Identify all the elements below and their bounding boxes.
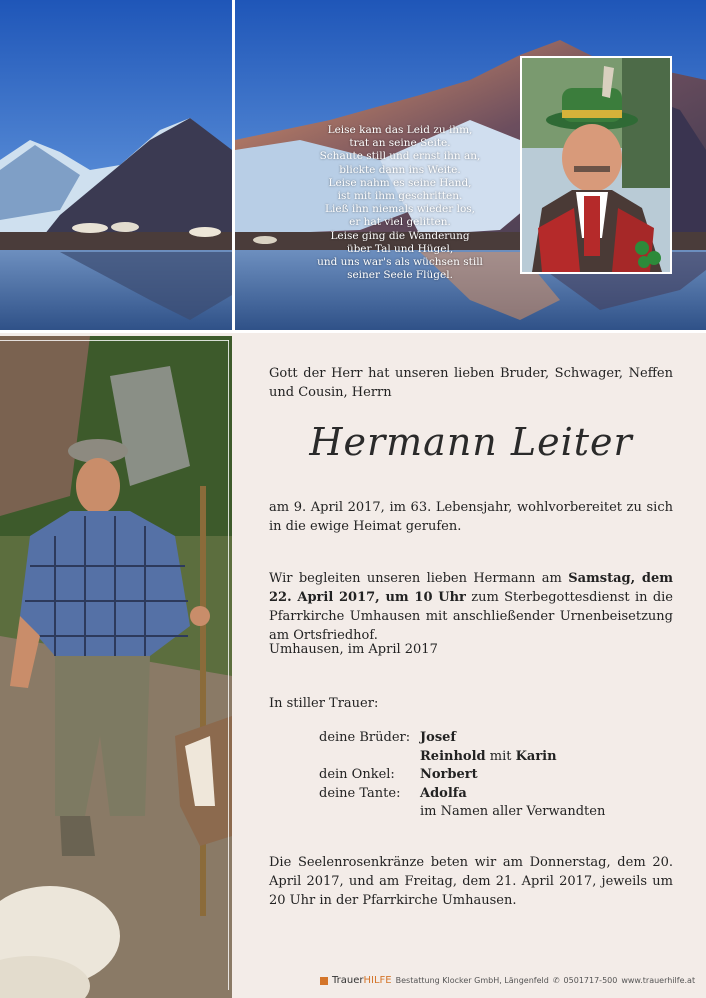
service-date: Samstag, dem 22. April 2017, um 10 Uhr [269,571,673,605]
relation-label: deine Tante: [319,785,401,801]
poem-line: blickte dann ins Weite. [339,163,461,176]
relatives-row [319,729,659,748]
shepherd-photo [0,336,232,998]
relative-partner: Karin [515,748,557,764]
poem-line: Leise kam das Leid zu ihm, [327,124,473,136]
banner-bottom-line [0,330,706,333]
poem-line: und uns war's als wüchsen still [317,256,483,269]
relative-name: Adolfa [420,785,467,801]
relatives-row [319,748,659,767]
phone-icon: ✆ [552,976,560,985]
relative-name: Norbert [420,767,478,782]
relatives-row [319,766,659,785]
banner-divider [232,0,235,333]
poem-line: ist mit ihm geschritten. [337,190,463,203]
logo-hilfe: HILFE [363,975,392,986]
footer-website[interactable]: www.trauerhilfe.at [621,976,696,985]
relatives-list [319,729,659,822]
relation-label-empty [319,748,420,767]
service-text [269,569,673,645]
trauerhilfe-logo-icon [320,977,328,985]
poem-line: seiner Seele Flügel. [347,269,453,282]
relatives-others: im Namen aller Verwandten [420,804,606,819]
poem-line: Ließ ihn niemals wieder los, [324,203,475,216]
rosary-text: Die Seelenrosenkränze beten wir am Donnerstag, dem 20. April 2017, und am Freitag, dem 21. April 2017, jeweils um 20 Uhr in der Pfarrkirche Umhausen. [269,855,673,908]
poem-line: Leise nahm es seine Hand, [328,176,472,189]
footer [320,975,695,986]
relative-name: Josef [420,730,457,745]
poem-line: über Tal und Hügel, [346,242,454,255]
logo-trauer: Trauer [332,975,364,986]
relative-mit: mit [485,748,516,764]
photo-frame-line [228,340,229,990]
service-text-a: Wir begleiten unseren lieben Hermann am [269,571,569,586]
trauerhilfe-logo [332,975,392,986]
portrait-photo [520,56,672,274]
relation-label-empty [319,803,420,822]
relative-name-first: Reinhold [420,748,486,764]
mourning-heading: In stiller Trauer: [269,696,379,711]
passing-text: am 9. April 2017, im 63. Lebensjahr, wohlvorbereitet zu sich in die ewige Heimat gerufen. [269,500,673,534]
photo-frame-line [0,340,229,341]
relation-label: dein Onkel: [319,767,395,782]
deceased-name: Hermann Leiter [309,420,633,464]
relatives-row [319,803,659,822]
relation-label: deine Brüder: [319,730,411,745]
relatives-row [319,785,659,804]
footer-phone: 0501717-500 [563,976,618,985]
footer-company: Bestattung Klocker GmbH, Längenfeld [395,976,549,985]
relative-name [420,748,557,767]
poem [300,124,500,282]
place-date: Umhausen, im April 2017 [269,642,438,657]
poem-line: Schaute still und ernst ihn an, [319,150,481,163]
poem-line: trat an seine Seite. [349,137,451,150]
intro-text: Gott der Herr hat unseren lieben Bruder, Schwager, Neffen und Cousin, Herrn [269,366,673,400]
poem-line: er hat viel gelitten. [349,216,451,229]
service-text-c: zum Sterbegottesdienst in die Pfarrkirche Umhausen mit anschließender Urnenbeisetzung am Ortsfriedhof. [269,590,673,643]
poem-line: Leise ging die Wanderung [330,229,470,242]
